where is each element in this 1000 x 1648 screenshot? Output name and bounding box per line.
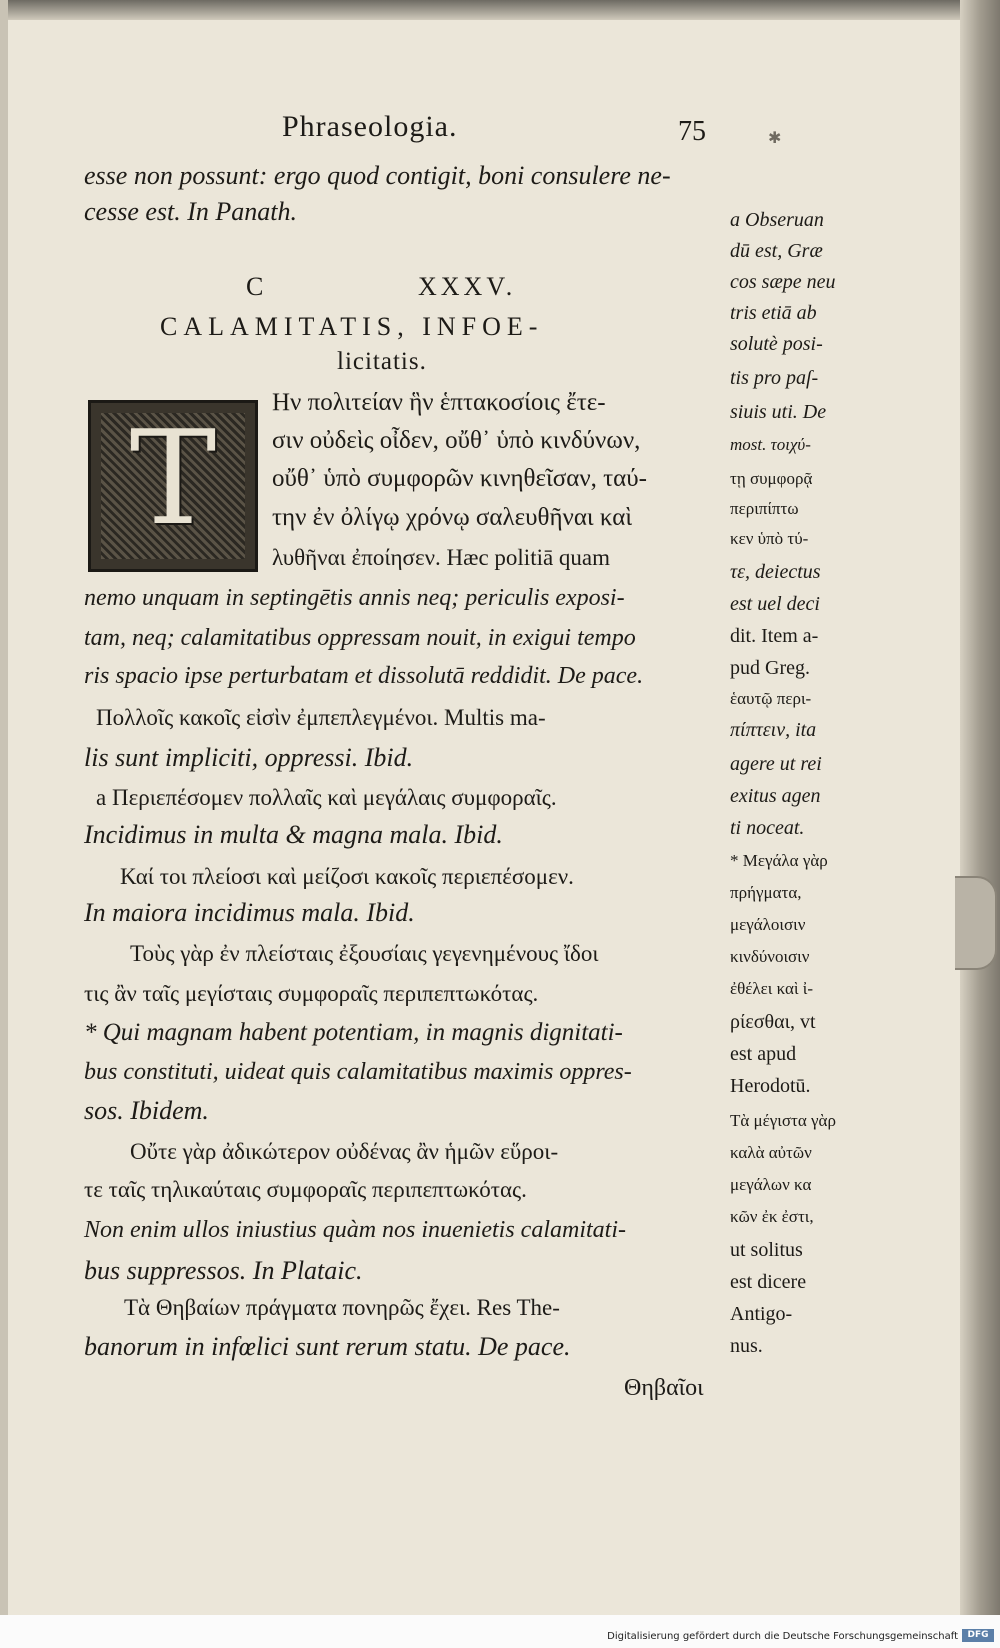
body-line-11: a Περιεπέσομεν πολλαῖς καὶ μεγάλαις συμφοραῖς. (96, 785, 557, 810)
margin-note-line-12: τε, deiectus (730, 561, 821, 583)
margin-note-line-9: τῃ συμφορᾷ (730, 469, 813, 488)
margin-note-line-24: κινδύνοισιν (730, 947, 810, 966)
body-line-25: banorum in infœlici sunt rerum statu. De pace. (84, 1332, 571, 1361)
margin-note-line-10: περιπίπτω (730, 499, 799, 518)
body-line-14: In maiora incidimus mala. Ibid. (84, 898, 415, 927)
running-head: Phraseologia. (282, 110, 458, 143)
dfg-logo: DFG (962, 1629, 994, 1642)
ornament-star: ✱ (768, 128, 782, 147)
margin-note-line-18: agere ut rei (730, 753, 822, 775)
body-line-19: sos. Ibidem. (84, 1096, 209, 1125)
body-line-8: ris spacio ipse perturbatam et dissolutā reddidit. De pace. (84, 663, 644, 689)
body-line-6: nemo unquam in septingētis annis neq; periculis exposi- (84, 585, 625, 611)
initial-letter: T (129, 402, 217, 554)
body-line-10: lis sunt impliciti, oppressi. Ibid. (84, 743, 414, 772)
body-line-3: οὔθ᾿ ὑπὸ συμφορῶν κινηθεῖσαν, ταύ- (272, 465, 647, 492)
footer-credit: Digitalisierung gefördert durch die Deutsche Forschungsgemeinschaft (607, 1631, 958, 1642)
margin-note-line-28: Herodotū. (730, 1075, 811, 1097)
margin-note-line-35: Antigo- (730, 1303, 793, 1325)
margin-note-line-31: μεγάλων κα (730, 1175, 812, 1194)
margin-note-line-2: dū est, Græ (730, 240, 823, 262)
body-line-24: Τὰ Θηβαίων πράγματα πονηρῶς ἔχει. Res The- (124, 1295, 560, 1320)
margin-note-line-33: ut solitus (730, 1239, 803, 1261)
page-right-edge (960, 0, 1000, 1640)
body-line-1: Ην πολιτείαν ἣν ἑπτακοσίοις ἔτε- (272, 389, 606, 416)
margin-note-line-30: καλὰ αὐτῶν (730, 1143, 812, 1162)
margin-note-line-15: pud Greg. (730, 657, 810, 679)
margin-note-line-5: solutè posi- (730, 333, 823, 355)
body-line-12: Incidimus in multa & magna mala. Ibid. (84, 820, 503, 849)
body-line-16: τις ἂν ταῖς μεγίσταις συμφοραῖς περιπεπτωκότας. (84, 981, 539, 1006)
body-line-17: * Qui magnam habent potentiam, in magnis dignitati- (84, 1019, 623, 1046)
body-line-9: Πολλοῖς κακοῖς εἰσὶν ἐμπεπλεγμένοι. Multis ma- (96, 705, 546, 730)
page-number: 75 (678, 116, 706, 147)
chapter-number: XXXV. (418, 272, 517, 301)
margin-note-line-29: Τὰ μέγιστα γὰρ (730, 1111, 836, 1130)
margin-note-line-32: κῶν ἐκ ἐστι, (730, 1207, 814, 1226)
margin-note-line-16: ἑαυτῷ περι- (730, 689, 812, 708)
margin-note-line-6: tis pro paſ- (730, 367, 819, 389)
page-left-edge (0, 0, 8, 1640)
margin-note-line-26: ρίεσθαι, vt (730, 1011, 816, 1033)
body-line-7: tam, neq; calamitatibus oppressam nouit, in exigui tempo (84, 625, 636, 651)
margin-note-line-17: πίπτειν, ita (730, 719, 817, 741)
body-line-13: Καί τοι πλείοσι καὶ μείζοσι κακοῖς περιεπέσομεν. (120, 864, 574, 889)
margin-note-line-22: πρήγματα, (730, 883, 802, 902)
catchword: Θηβαῖοι (624, 1375, 704, 1401)
margin-note-line-34: est dicere (730, 1271, 807, 1293)
body-line-5: λυθῆναι ἐποίησεν. Hæc politiā quam (272, 545, 611, 570)
margin-note-line-7: siuis uti. De (730, 401, 827, 423)
margin-note-line-8: most. τοιχύ- (730, 435, 811, 454)
section-heading-line-1: CALAMITATIS, INFOE- (160, 312, 544, 341)
intro-line-2: cesse est. In Panath. (84, 197, 298, 226)
body-line-18: bus constituti, uideat quis calamitatibus maximis oppres- (84, 1059, 632, 1085)
clasp-tab (955, 876, 997, 970)
margin-note-line-3: cos sæpe neu (730, 271, 836, 293)
margin-note-line-11: κεν ὑπὸ τύ- (730, 529, 809, 548)
body-line-21: τε ταῖς τηλικαύταις συμφοραῖς περιπεπτωκότας. (84, 1177, 527, 1202)
body-line-2: σιν οὐδεὶς οἶδεν, οὔθ᾿ ὑπὸ κινδύνων, (272, 427, 641, 454)
margin-note-line-1: a Obseruan (730, 209, 824, 231)
margin-note-line-21: * Μεγάλα γὰρ (730, 851, 828, 870)
body-line-15: Τοὺς γὰρ ἐν πλείσταις ἐξουσίαις γεγενημένους ἴδοι (130, 941, 599, 966)
margin-note-line-19: exitus agen (730, 785, 821, 807)
margin-note-line-27: est apud (730, 1043, 797, 1065)
margin-note-line-20: ti noceat. (730, 817, 805, 839)
margin-note-line-36: nus. (730, 1335, 763, 1357)
margin-note-line-13: est uel deci (730, 593, 820, 615)
chapter-letter: C (246, 272, 268, 301)
decorated-initial (88, 400, 258, 572)
page-top-shadow (0, 0, 985, 20)
body-line-20: Οὔτε γὰρ ἀδικώτερον οὐδένας ἂν ἡμῶν εὕροι- (130, 1139, 559, 1164)
margin-note-line-14: dit. Item a- (730, 625, 819, 647)
body-line-23: bus suppressos. In Plataic. (84, 1256, 363, 1285)
section-heading-line-2: licitatis. (337, 348, 427, 375)
margin-note-line-25: ἐθέλει καὶ ἰ- (730, 979, 814, 998)
body-line-4: την ἐν ὀλίγῳ χρόνῳ σαλευθῆναι καὶ (272, 504, 633, 531)
margin-note-line-4: tris etiā ab (730, 302, 817, 324)
margin-note-line-23: μεγάλοισιν (730, 915, 806, 934)
intro-line-1: esse non possunt: ergo quod contigit, boni consulere ne- (84, 161, 671, 190)
body-line-22: Non enim ullos iniustius quàm nos inuenietis calamitati- (84, 1217, 626, 1243)
